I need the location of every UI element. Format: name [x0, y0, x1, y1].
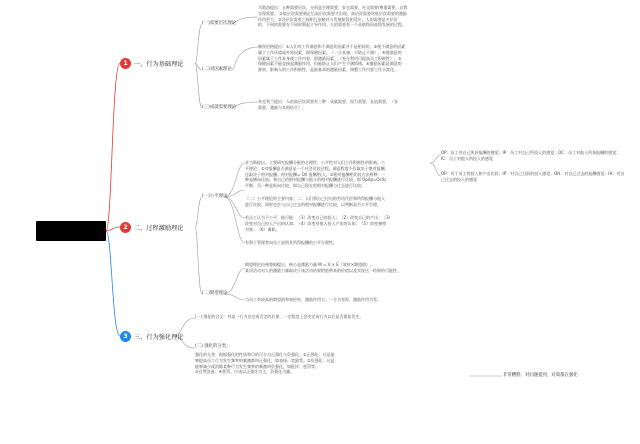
- branch-behavior-basis[interactable]: [120, 55, 184, 71]
- note-equity-content: （二）公平理论的主要内容。二、人们将自己付出的劳动代价和所得报酬与他人 进行比较，同时也会与自己过去的相对报酬进行比较，以判断是否公平合理。: [245, 196, 385, 207]
- note-equity-symbols-1: OP：员工对自己所获报酬的感觉；IP：员工对自己所投入的感觉；OC：员工对他人所获报酬的感觉；IC：员工对他人所投入的感觉: [441, 150, 621, 161]
- branch-reinforcement[interactable]: [120, 328, 184, 344]
- branch-number: 1: [120, 58, 131, 69]
- node-equity[interactable]: (一)公平理论: [202, 194, 228, 199]
- node-reinforcement-meaning[interactable]: (一) 强化的含义：对某一行为肯定或否定的后果，一定程度上会决定该行为以后是否重复发生。: [195, 314, 364, 319]
- branch-number: 3: [120, 331, 131, 342]
- note-expectancy: 期望理论由弗鲁姆提出，核心是激励力量 M = V × E（效价×期望值）。 某项活动对人的激励力量取决于该活动结果给他带来的价值以及实现这一结果的可能性。: [245, 262, 401, 273]
- note-reinforcement-types: 强化的分类：根据强化的性质和目的可分为正强化与负强化。①正强化：凡是能 够提高员工行为发生频率的刺激都叫正强化，如表扬、奖励等。②负强化：凡是 能够减少或消除某种行为发生频率的刺激叫负强化，如批评、惩罚等。 ③自然消退；④惩罚。应该以正强化为主，负强化为辅。: [195, 352, 335, 375]
- branch-process-motivation[interactable]: [120, 219, 184, 235]
- node-expectancy[interactable]: (二)期望理论: [202, 291, 228, 296]
- note-equity-symbols-2: OP：对于员工的投入和产出比较；IP：对自己目前的投入感觉；OH：对自己过去的报酬感觉；IH：对自己过去的投入的感觉: [441, 171, 625, 182]
- note-expectancy-effect: 当员工有较高的期望值和效价时，激励作用大；一方为零时，激励作用为零。: [245, 297, 381, 302]
- branch-title: 三、行为强化理论: [134, 333, 184, 341]
- note-equity-intro: 亚当斯提出。主要研究报酬分配的合理性、公平性对人们工作积极性的影响。公 平理论：①对报酬是否满意是一个社会比较过程。满意程度不仅取决于绝对报酬， 还取决于相对报酬。相对报酬= O/I 报酬/投入。②相对报酬相比较方法两种：一 种是横向比较，将自己的相对报酬与他人的相对报酬进行比较。即 Op/Ip=Oc/Ic 平衡；另一种是纵向比较，即自己现在的相对报酬与过去进行比较。: [245, 160, 389, 189]
- note-reinforcement-remark: 非常糟糕：对问题提到，对策都在强化: [503, 373, 578, 378]
- node-hierarchy-needs[interactable]: (一)需要层次理论: [202, 21, 237, 26]
- node-reinforcement-types[interactable]: (二) 强化的分类：: [195, 344, 231, 349]
- note-maslow: 马斯洛提出：五种需要层次，分别是生理需要、安全需要、社交需要/尊重需要、自我 实现需要。 ①低层次需要满足后高层次需要才出现；高层次需要对低层次需要的激励 作用更大；②各层次需要之间相互依赖并与发展阶段相适应，人的需要是多层次 的，不同的需要在不同时期起主导作用。人的需要有一个从低级向高级发展的过程。: [258, 5, 408, 28]
- root-node[interactable]: [36, 221, 106, 241]
- branch-title: 二、过程激励理论: [134, 224, 184, 232]
- node-achievement[interactable]: (三)成就需要理论: [202, 105, 237, 110]
- node-two-factor[interactable]: (二)双因素理论: [202, 67, 232, 72]
- note-herzberg: 赫茨伯格提出：①人们对工作满意和不满意的因素并不是相同的，②使不满意的因素 属于工作环境或外界因素，即保健因素。（一旦具备，可防止不满），④使满意的 因素属于工作本身或工作内容，即激励因素。（充分利用可提高员工积极性），⑤ 保健因素不能直接起激励作用，但能防止人们产生不满情绪。⑥激励因素是满意的 源泉，影响人的工作积极性，是最基本的激励因素。调整工作内容工作丰富化。: [258, 44, 406, 73]
- branch-title: 一、行为基础理论: [134, 60, 184, 68]
- note-equity-meaning: 有利于管理者向员工说明其所得报酬的公平合理性。: [245, 240, 337, 245]
- note-mcclelland: 麦克利兰提出：人的高层次需要有三种：成就需要，权力需要，友谊需要，（各 需要，激励与其相结合）。: [258, 99, 398, 110]
- note-equity-response: 若员工认为不公平，他可能：（1）改变自己的投入；（2）改变自己的产出；（3） 改变对自己投入产出的认知；（4）改变对他人投入产出的认知；（5）改变参照 对象；（6）离职。: [245, 215, 393, 232]
- branch-number: 2: [120, 222, 131, 233]
